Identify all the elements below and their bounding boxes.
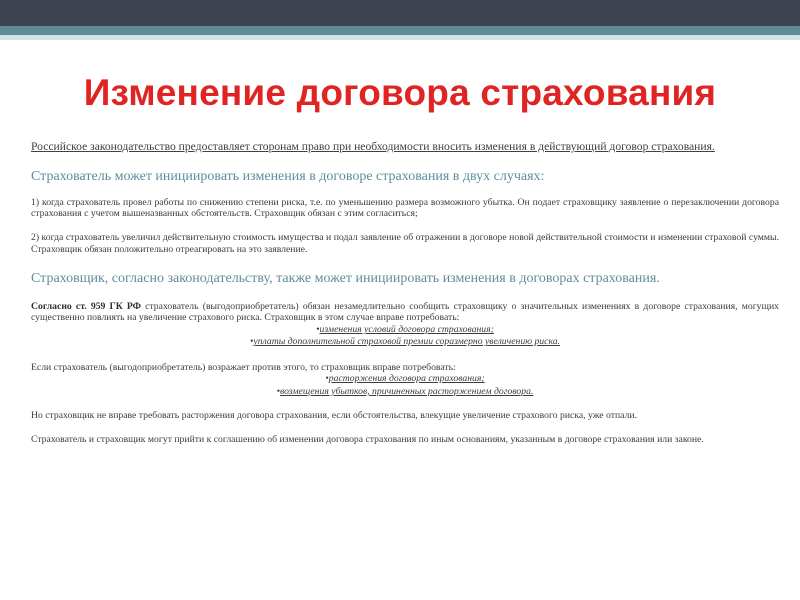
insurer-heading: Страховщик, согласно законодательству, также может инициировать изменения в договорах страхования.: [31, 270, 660, 286]
bullet-mark: •: [249, 336, 254, 348]
bullet-mark: •: [276, 385, 281, 397]
insurant-heading: Страхователь может инициировать изменения в договоре страхования в двух случаях:: [31, 168, 545, 184]
slide-title: Изменение договора страхования: [83, 72, 717, 113]
bullet-item: [31, 373, 779, 385]
no-right-paragraph: Но страховщик не вправе требовать расторжения договора страхования, если обстоятельства, влекущие увеличение страхового риска, уже отпали.: [31, 409, 637, 421]
objection-paragraph: Если страхователь (выгодоприобретатель) возражает против этого, то страховщик вправе потребовать:: [31, 361, 456, 373]
top-dark-bar: [0, 0, 800, 26]
bullet-item: [31, 324, 779, 336]
law-text: страхователь (выгодоприобретатель) обязан незамедлительно сообщить страховщику о значительных изменениях в договоре страхования, могущих существенно повлиять на увеличение страхового риска. Страховщик в этом случае вправе потребовать:: [31, 300, 779, 324]
bullet-item: [31, 386, 779, 398]
law-paragraph: [31, 301, 779, 325]
bullet-text: расторжения договора страхования;: [328, 373, 485, 385]
intro-paragraph: Российское законодательство предоставляет сторонам право при необходимости вносить изменения в действующий договор страхования.: [31, 140, 715, 153]
bullet-mark: •: [325, 373, 329, 385]
bullet-mark: •: [316, 324, 320, 336]
case-2-paragraph: 2) когда страхователь увеличил действительную стоимость имущества и подал заявление об отражении в договоре новой действительной стоимости и изменении страховой суммы. Страховщик обязан положительно отреагировать на это заявление.: [31, 232, 779, 255]
bullet-item: [31, 336, 779, 348]
teal-accent-bar: [0, 26, 800, 35]
bullet-text: уплаты дополнительной страховой премии соразмерно увеличению риска.: [253, 336, 560, 348]
agreement-paragraph: Страхователь и страховщик могут прийти к соглашению об изменении договора страхования по иным основаниям, указанным в договоре страхования или законе.: [31, 433, 704, 445]
bullet-text: возмещения убытков, причиненных расторжением договора.: [280, 385, 534, 397]
light-accent-band: [0, 35, 800, 40]
law-reference: Согласно ст. 959 ГК РФ: [31, 300, 141, 312]
case-1-paragraph: 1) когда страхователь провел работы по снижению степени риска, т.е. по уменьшению размера возможного убытка. Он подает страховщику заявление о перезаключении договора страхования с учетом вышеназванных обстоятельств. Страховщик обязан с этим согласиться;: [31, 196, 779, 220]
bullet-text: изменения условий договора страхования;: [319, 324, 494, 336]
slide-content: [31, 140, 779, 445]
